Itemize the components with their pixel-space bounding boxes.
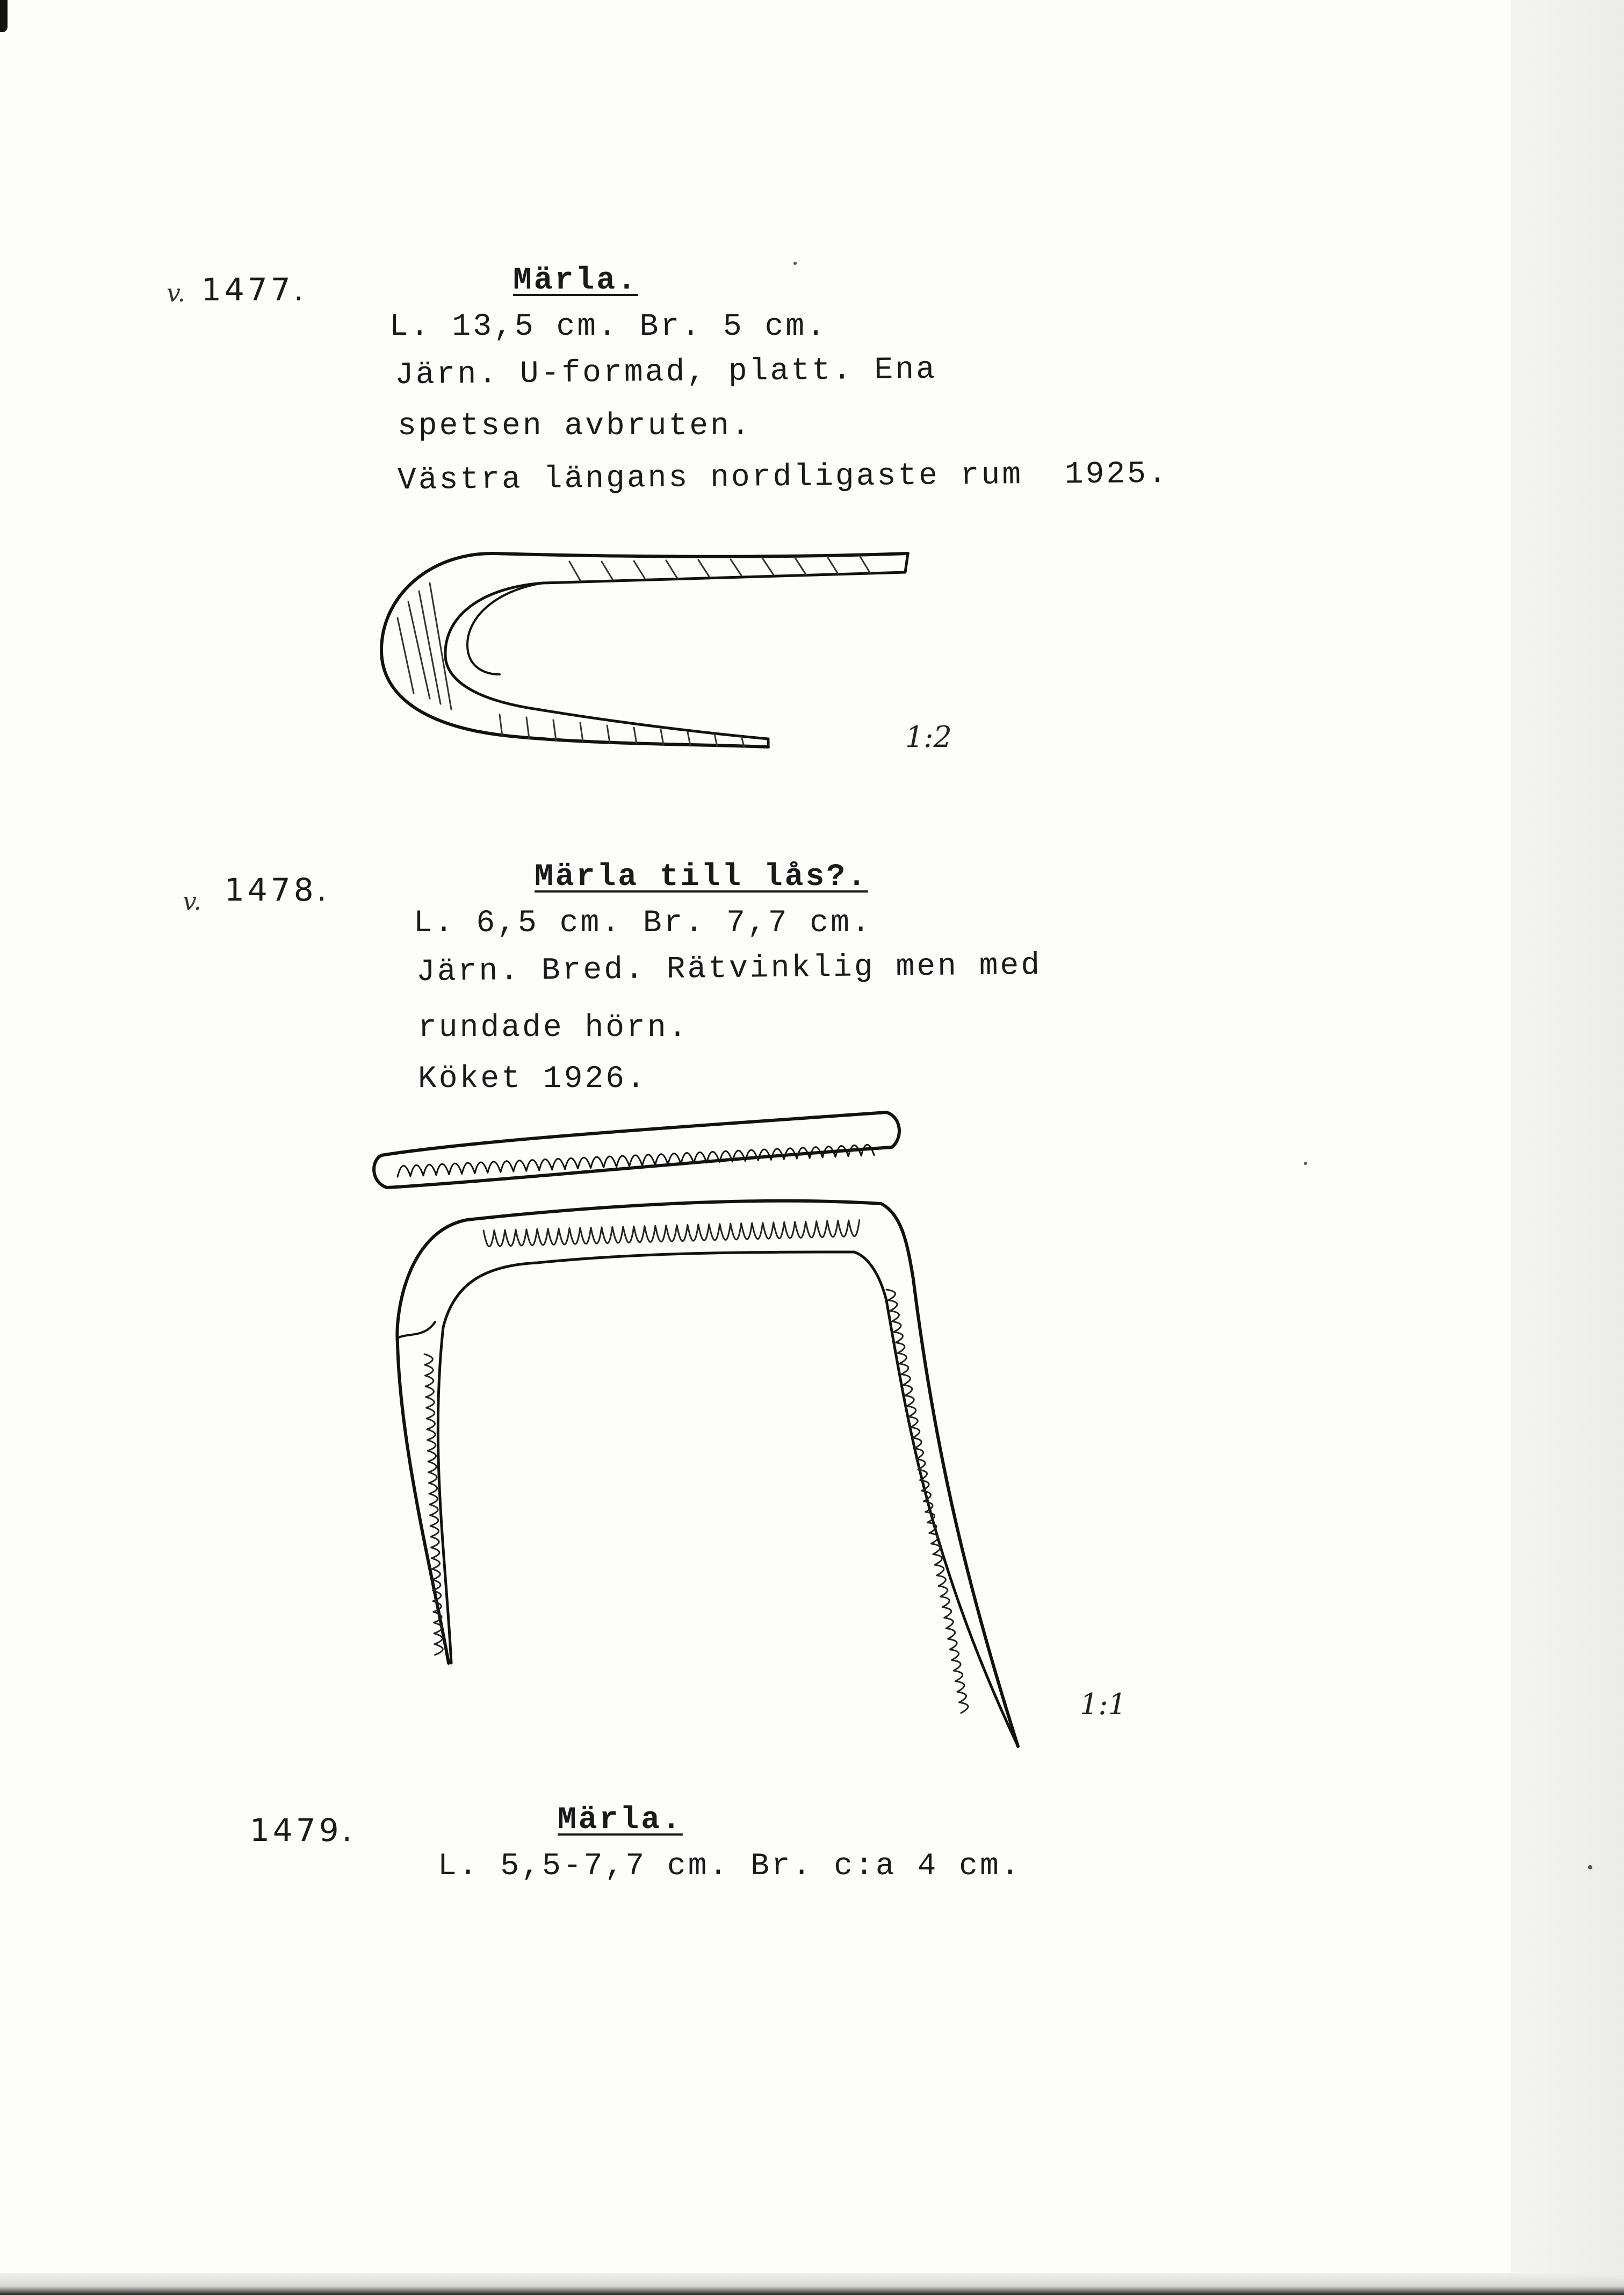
entry-1479-title: Märla. xyxy=(558,1803,683,1838)
entry-1477-description: Järn. U-formad, platt. Ena xyxy=(394,352,937,393)
entry-1478-scale: 1:1 xyxy=(1080,1687,1127,1721)
entry-1477-title: Märla. xyxy=(513,263,638,298)
entry-1477-number: 1477. xyxy=(201,271,307,308)
scan-speck xyxy=(793,262,797,265)
entry-1477-dimensions: L. 13,5 cm. Br. 5 cm. xyxy=(389,310,827,344)
entry-1477-description-2: spetsen avbruten. xyxy=(398,409,752,444)
entry-1477-findspot: Västra längans nordligaste rum 1925. xyxy=(397,456,1170,499)
entry-1479-dimensions: L. 5,5-7,7 cm. Br. c:a 4 cm. xyxy=(438,1849,1022,1884)
entry-1478-description-2: rundade hörn. xyxy=(418,1011,689,1046)
entry-1478-title: Märla till lås?. xyxy=(535,860,868,895)
entry-1478-front-drawing xyxy=(397,1201,1018,1746)
entry-1478-dimensions: L. 6,5 cm. Br. 7,7 cm. xyxy=(414,906,872,941)
entry-1479-number: 1479. xyxy=(250,1812,356,1848)
scan-speck xyxy=(1588,1865,1592,1869)
entry-1477-check-mark: v. xyxy=(167,278,186,307)
entry-1478-profile-drawing xyxy=(374,1112,899,1188)
entry-1477-drawing xyxy=(381,553,908,747)
entry-1478-number: 1478. xyxy=(225,872,330,908)
entry-1478-check-mark: v. xyxy=(183,887,202,916)
entry-1478-findspot: Köket 1926. xyxy=(418,1062,647,1097)
entry-1478-description: Järn. Bred. Rätvinklig men med xyxy=(416,948,1042,990)
scan-speck xyxy=(1304,1162,1307,1165)
entry-1477-scale: 1:2 xyxy=(905,720,952,754)
